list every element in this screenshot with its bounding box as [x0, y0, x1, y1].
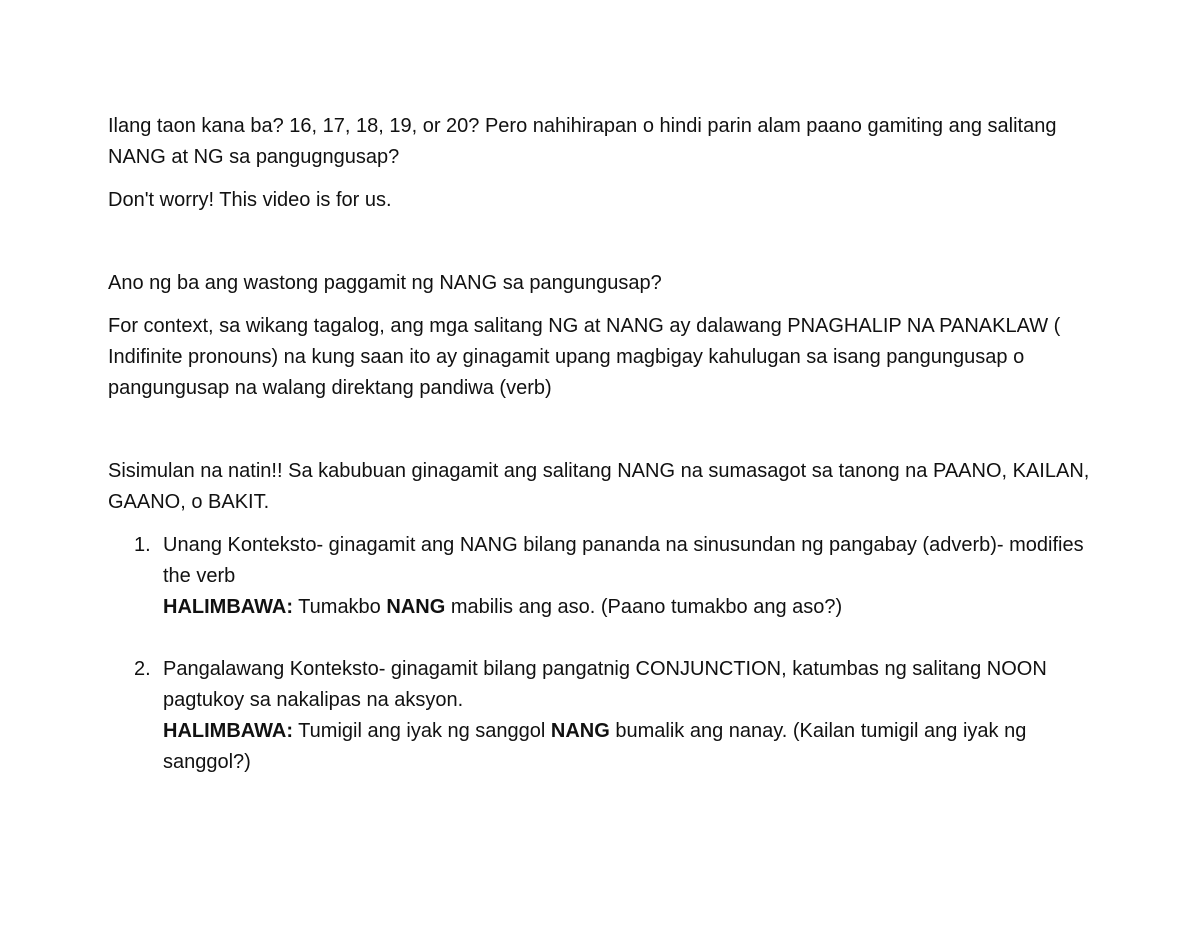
list-number: 1. [134, 534, 151, 556]
example-label: HALIMBAWA: [163, 720, 293, 742]
document-page [108, 111, 1098, 778]
context-list [108, 530, 1098, 778]
list-number: 2. [134, 658, 151, 680]
example-text-after: mabilis ang aso. (Paano tumakbo ang aso?) [445, 596, 843, 618]
list-item-text: Pangalawang Konteksto- ginagamit bilang pangatnig CONJUNCTION, katumbas ng salitang NOON pagtukoy sa nakalipas na aksyon. [163, 658, 1047, 711]
reassurance-paragraph: Don't worry! This video is for us. [108, 189, 392, 211]
example-label: HALIMBAWA: [163, 596, 293, 618]
example-text-before: Tumigil ang iyak ng sanggol [292, 720, 551, 742]
example-line [163, 716, 1098, 778]
list-item-text: Unang Konteksto- ginagamit ang NANG bilang pananda na sinusundan ng pangabay (adverb)- modifies the verb [163, 534, 1084, 587]
intro-paragraph: Ilang taon kana ba? 16, 17, 18, 19, or 20? Pero nahihirapan o hindi parin alam paano gamiting ang salitang NANG at NG sa pangugngusap? [108, 115, 1057, 168]
list-item [108, 654, 1098, 778]
example-line [163, 592, 1098, 623]
context-paragraph: For context, sa wikang tagalog, ang mga salitang NG at NANG ay dalawang PNAGHALIP NA PANAKLAW ( Indifinite pronouns) na kung saan ito ay ginagamit upang magbigay kahulugan sa isang pangungusap o pangungusap na walang direktang pandiwa (verb) [108, 315, 1061, 399]
question-paragraph: Ano ng ba ang wastong paggamit ng NANG sa pangungusap? [108, 272, 662, 294]
example-text-after: bumalik ang nanay. (Kailan tumigil ang iyak ng sanggol?) [163, 720, 1027, 773]
example-keyword: NANG [386, 596, 446, 618]
example-text-before: Tumakbo [292, 596, 387, 618]
example-keyword: NANG [550, 720, 610, 742]
start-paragraph: Sisimulan na natin!! Sa kabubuan ginagamit ang salitang NANG na sumasagot sa tanong na PAANO, KAILAN, GAANO, o BAKIT. [108, 460, 1090, 513]
list-item [108, 530, 1098, 623]
